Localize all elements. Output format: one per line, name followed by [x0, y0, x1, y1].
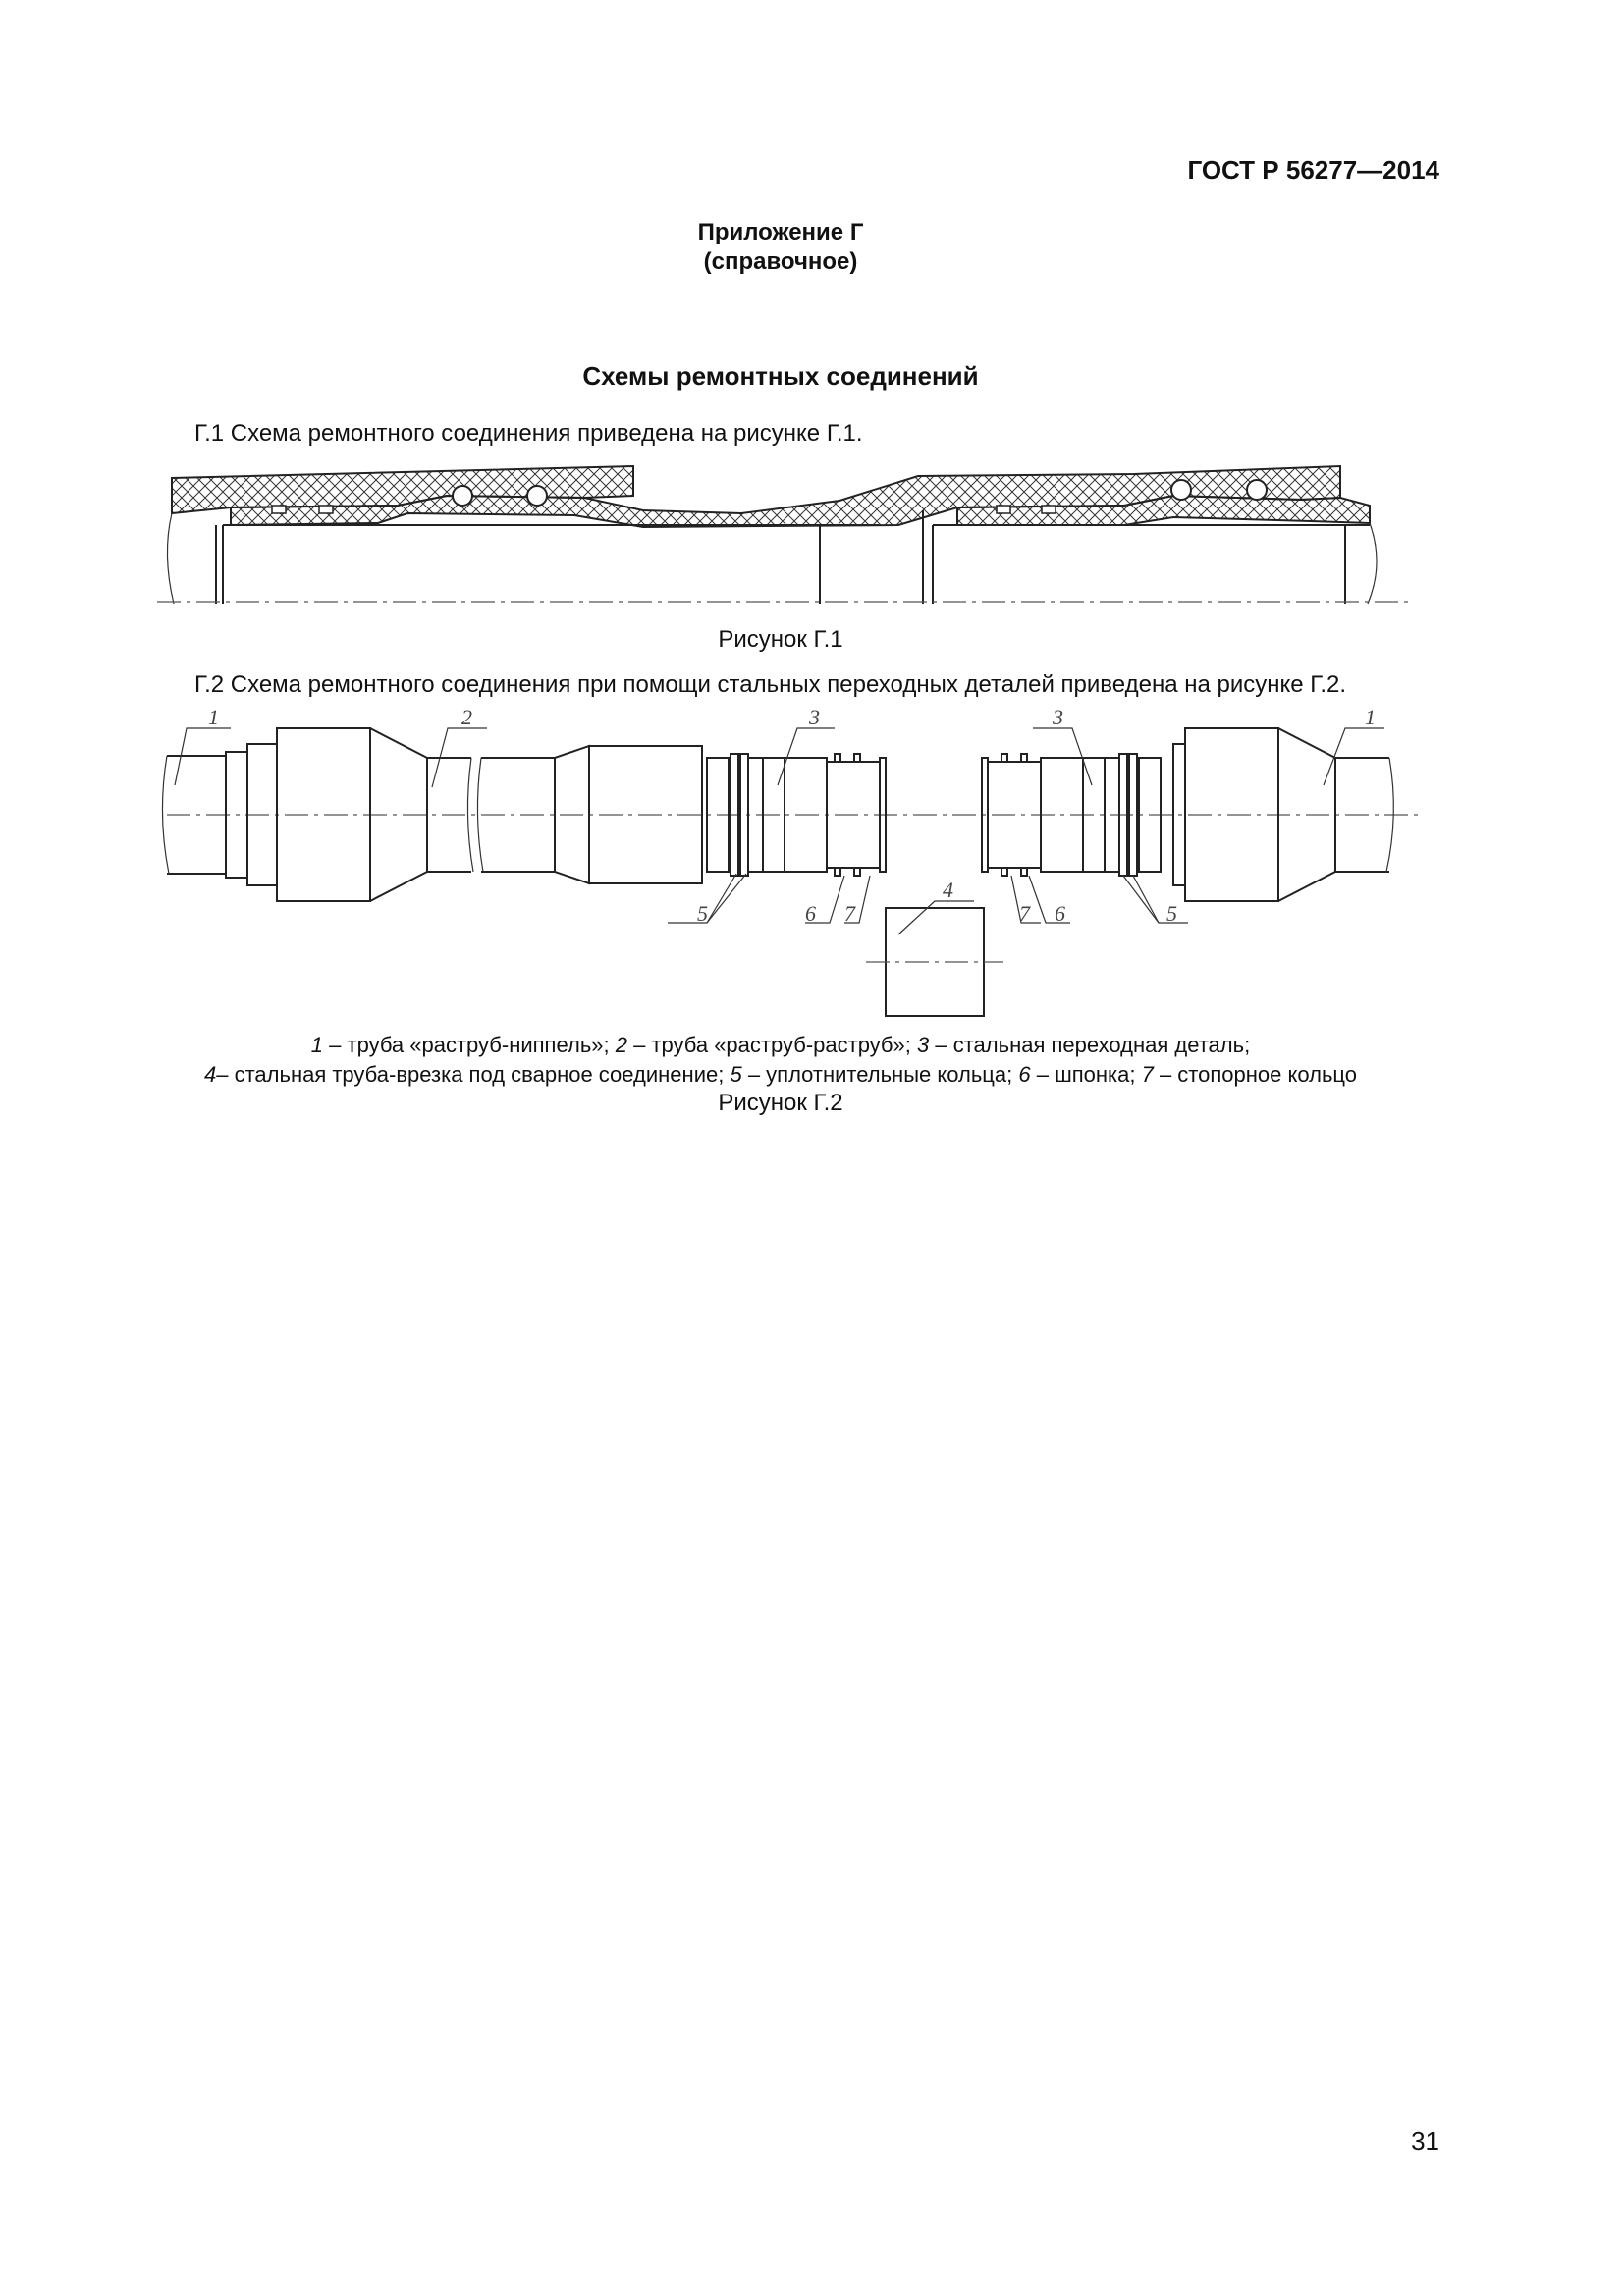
callout-7-left: 7 — [844, 901, 855, 926]
legend-num-5: 5 — [730, 1062, 742, 1087]
figure-g2-legend — [0, 1031, 1561, 1090]
legend-line-2 — [0, 1060, 1561, 1090]
callout-4: 4 — [943, 878, 953, 902]
appendix-heading — [0, 218, 1561, 277]
legend-num-4: 4 — [203, 1062, 217, 1087]
legend-num-6: 6 — [1018, 1062, 1031, 1087]
callout-2: 2 — [461, 707, 472, 729]
legend-text-3: – стальная переходная деталь; — [929, 1033, 1251, 1057]
figure-g2-caption: Рисунок Г.2 — [718, 1090, 843, 1116]
callout-3-right: 3 — [1053, 707, 1063, 729]
callout-1-left: 1 — [208, 707, 219, 729]
paragraph-g1: Г.1 Схема ремонтного соединения приведена на рисунке Г.1. — [194, 420, 863, 447]
figure-g1-caption: Рисунок Г.1 — [718, 626, 843, 653]
callout-5-right: 5 — [1166, 901, 1177, 926]
seal-ring — [1247, 480, 1267, 500]
callout-3-left: 3 — [809, 707, 820, 729]
paragraph-g2: Г.2 Схема ремонтного соединения при помощи стальных переходных деталей приведена на рисунке Г.2. — [194, 671, 1347, 698]
legend-text-7: – стопорное кольцо — [1153, 1062, 1357, 1087]
legend-num-7: 7 — [1141, 1062, 1154, 1087]
legend-text-4: – стальная труба-врезка под сварное соединение; — [216, 1062, 731, 1087]
appendix-title: Приложение Г — [697, 219, 864, 245]
legend-text-5: – уплотнительные кольца; — [741, 1062, 1019, 1087]
legend-line-1 — [0, 1031, 1561, 1060]
callout-5-left: 5 — [697, 901, 708, 926]
seal-ring — [453, 486, 472, 506]
legend-num-1: 1 — [310, 1033, 324, 1057]
legend-num-3: 3 — [917, 1033, 930, 1057]
seal-ring — [527, 486, 547, 506]
page-number: 31 — [1411, 2126, 1439, 2156]
callout-1-right: 1 — [1365, 707, 1376, 729]
figure-g2-drawing — [157, 707, 1434, 1031]
callout-6-right: 6 — [1055, 901, 1065, 926]
callout-7-right: 7 — [1019, 901, 1030, 926]
legend-text-6: – шпонка; — [1030, 1062, 1142, 1087]
figure-g1-drawing — [152, 456, 1429, 614]
seal-ring — [1171, 480, 1191, 500]
document-code: ГОСТ Р 56277—2014 — [1187, 155, 1439, 185]
legend-num-2: 2 — [615, 1033, 627, 1057]
appendix-subtitle: (справочное) — [703, 248, 858, 275]
callout-6-left: 6 — [805, 901, 816, 926]
legend-text-1: – труба «раструб-ниппель»; — [323, 1033, 616, 1057]
callout-leaders — [175, 728, 1384, 934]
section-title: Схемы ремонтных соединений — [582, 361, 979, 391]
legend-text-2: – труба «раструб-раструб»; — [626, 1033, 917, 1057]
